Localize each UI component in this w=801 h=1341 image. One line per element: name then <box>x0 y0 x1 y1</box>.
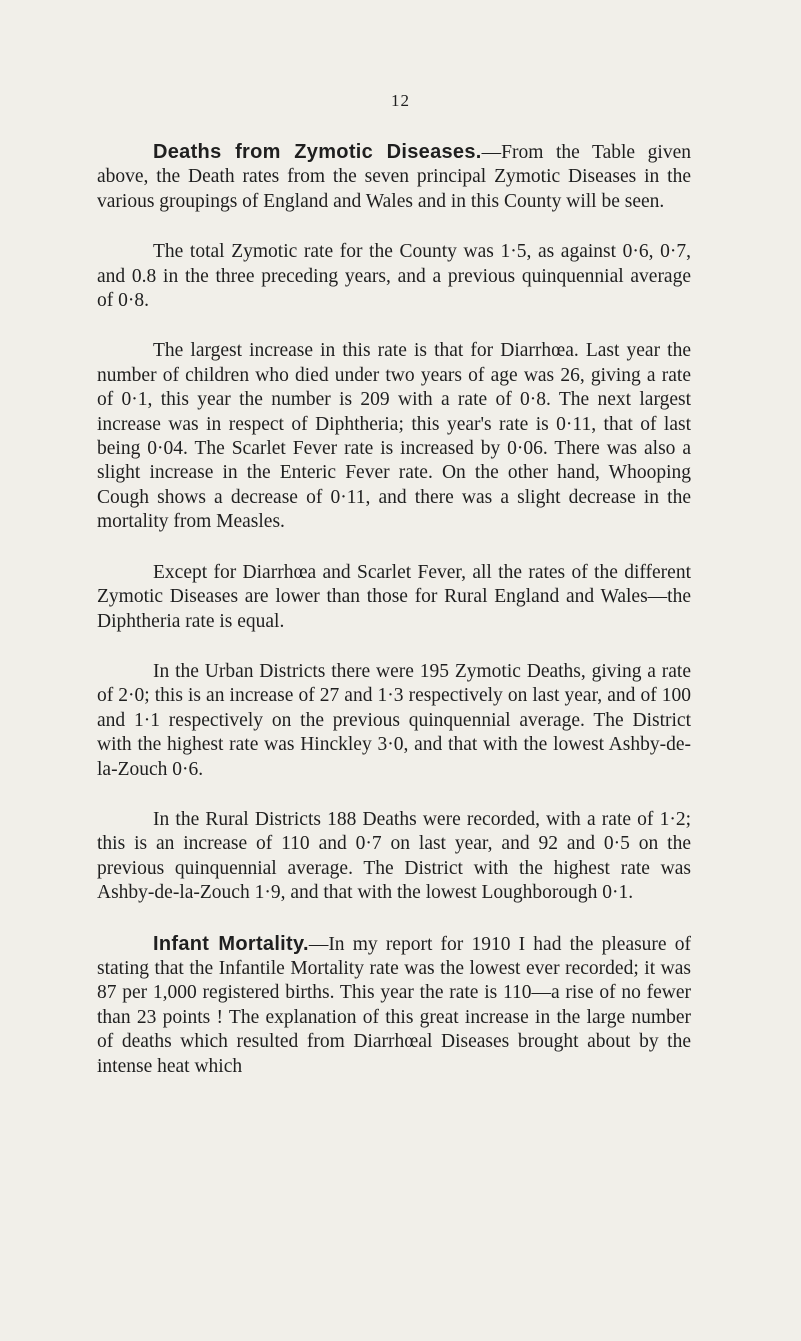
paragraph-total-rate: The total Zymotic rate for the County was 1·5, as against 0·6, 0·7, and 0.8 in the three preceding years, and a previous quinquennial average of 0·8. <box>97 241 691 312</box>
section-heading-zymotic: Deaths from Zymotic Diseases. <box>153 141 482 163</box>
paragraph-except: Except for Diarrhœa and Scarlet Fever, all the rates of the different Zymotic Diseases are lower than those for Rural England and Wales—the Diphtheria rate is equal. <box>97 561 691 632</box>
paragraph-infant-text: —In my report for 1910 I had the pleasure of stating that the Infantile Mortality rate was the lowest ever recorded; it was 87 per 1,000 registered births. This year the rate is 110—a rise of no fewer than 23 points ! The explanation of this great increase in the large number of deaths which resulted from Diarrhœal Diseases brought about by the intense heat which <box>97 933 691 1077</box>
document-body <box>97 140 691 1105</box>
paragraph-zymotic-intro <box>97 140 691 214</box>
paragraph-infant-mortality <box>97 932 691 1079</box>
paragraph-largest-increase: The largest increase in this rate is that for Diarrhœa. Last year the number of children who died under two years of age was 26, giving a rate of 0·1, this year the number is 209 with a rate of 0·8. The next largest increase was in respect of Diphtheria; this year's rate is 0·11, that of last being 0·04. The Scarlet Fever rate is increased by 0·06. There was also a slight increase in the Enteric Fever rate. On the other hand, Whooping Cough shows a decrease of 0·11, and there was a slight decrease in the mortality from Measles. <box>97 340 691 533</box>
page-number: 12 <box>391 91 410 110</box>
paragraph-rural-districts: In the Rural Districts 188 Deaths were recorded, with a rate of 1·2; this is an increase of 110 and 0·7 on last year, and 92 and 0·5 on the previous quinquennial average. The District with the highest rate was Ashby-de-la-Zouch 1·9, and that with the lowest Loughborough 0·1. <box>97 808 691 904</box>
section-heading-infant: Infant Mortality. <box>153 932 309 955</box>
paragraph-urban-districts: In the Urban Districts there were 195 Zymotic Deaths, giving a rate of 2·0; this is an increase of 27 and 1·3 respectively on last year, and of 100 and 1·1 respectively on the previous quinquennial average. The District with the highest rate was Hinckley 3·0, and that with the lowest Ashby-de-la-Zouch 0·6. <box>97 660 691 780</box>
paragraph-zymotic-intro-text: —From the Table given above, the Death rates from the seven principal Zymotic Diseases in the various groupings of England and Wales and in this County will be seen. <box>97 142 691 212</box>
